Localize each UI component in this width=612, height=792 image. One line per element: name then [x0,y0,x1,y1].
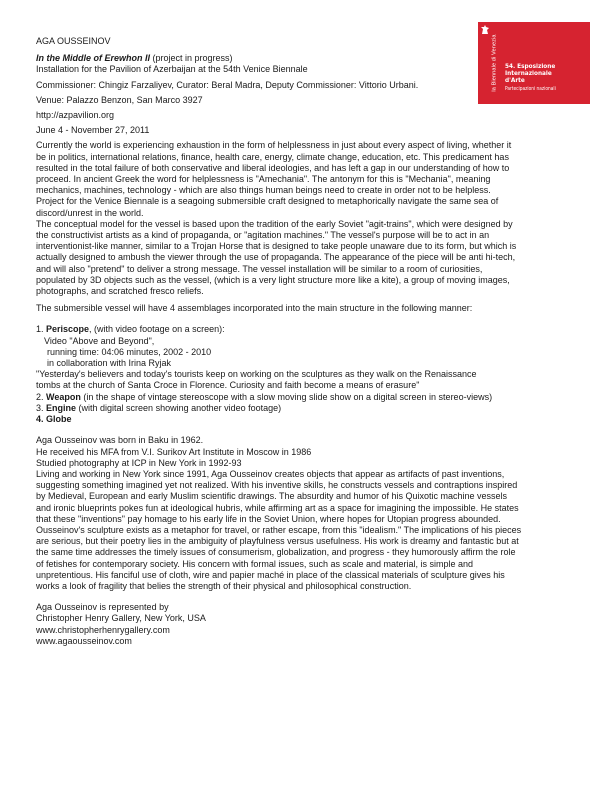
gallery-name: Christopher Henry Gallery, New York, USA [36,613,206,624]
intro-line: interventionist-like manner, similar to a Trojan Horse that is designed to take people unaware due to its form, but which is [36,241,517,252]
intro-line: proceed. In ancient Greek the word for helplessness is "Amechania". The antonym for this is "Mechania", meaning [36,174,491,185]
video-running-time: running time: 04:06 minutes, 2002 - 2010 [47,346,212,357]
intro-line: the constructivist artists as a kind of propaganda, or "agitation machines." The vessel's purpose will be to act in an [36,230,490,241]
video-quote-line: tombs at the church of Santa Croce in Florence. Curiosity and faith become a means of erasure" [36,380,420,391]
intro-line: The conceptual model for the vessel is based upon the tradition of the early Soviet "agit-trains", which were designed by [36,218,513,229]
assemblage-name: Engine [46,402,77,413]
intro-line: discord/unrest in the world. [36,207,144,218]
project-title-line [36,53,574,64]
video-quote-line: "Yesterday's believers and today's tourists keep on working on the sculptures as they walk on the Renaissance [36,369,477,380]
assemblage-item-weapon: 2. Weapon (in the shape of vintage stereoscope with a slow moving slide show on a digital screen in stereo-views) [36,391,493,402]
video-collaboration: in collaboration with Irina Ryjak [47,358,172,369]
gallery-url[interactable]: www.christopherhenrygallery.com [36,624,170,635]
venue-line: Venue: Palazzo Benzon, San Marco 3927 [36,94,203,105]
intro-line: actually designed to ambush the viewer through the use of propaganda. The appearance of the piece will be anti hi-tech, [36,252,516,263]
assemblage-name: Periscope [46,324,90,335]
document-body [36,36,574,647]
intro-line: be in politics, international relations, finance, health care, energy, climate change, education, etc. This predicament has [36,151,509,162]
bio-line: He received his MFA from V.I. Surikov Art Institute in Moscow in 1986 [36,446,312,457]
bio-line: Studied photography at ICP in New York in 1992-93 [36,457,242,468]
logo-line-2: Internazionale [505,69,552,78]
representation-block [36,602,574,647]
intro-line: resulted in the total failure of both conservative and liberal ideologies, and has left a gap in our understanding of how to [36,162,510,173]
url-line[interactable]: http://azpavilion.org [36,110,115,121]
artist-name: AGA OUSSEINOV [36,36,111,46]
intro-line: photographs, and scratched fresco reliefs. [36,286,204,297]
bio-line: by Medieval, European and early Muslim scientific drawings. The absurdity and humor of his Quixotic machine vessels [36,491,508,502]
credits-line: Commissioner: Chingiz Farzaliyev, Curator: Beral Madra, Deputy Commissioner: Vittorio Urbani. [36,79,419,90]
assemblage-item-periscope: 1. Periscope, (with video footage on a screen): [36,324,225,335]
logo-line-4: Partecipazioni nazionali [505,86,556,92]
bio-line: the same time addresses the timely issues of consumerism, globalization, and progress - they humorously affirm the role [36,547,516,558]
bio-line: and ironic blueprints pokes fun at ideological hubris, while affirming art as a space for imagining the impossible. He states [36,502,519,513]
project-title: In the Middle of Erewhon II [36,53,150,64]
intro-line: mechanics, machines, technology - which are also things human beings need to create in order not to be helpless. [36,185,491,196]
representation-line: Aga Ousseinov is represented by [36,602,169,613]
dates-line: June 4 - November 27, 2011 [36,125,150,136]
bio-line: of fetishes for contemporary society. His concern with formal issues, such as scale and material, is simple and [36,558,474,569]
project-status: (project in progress) [150,53,233,64]
intro-paragraph [36,140,574,297]
bio-line: unpretentious. His fanciful use of cloth, wire and papier maché in place of the classical materials of sculpture gives his [36,569,505,580]
logo-line-3: d'Arte [505,76,525,85]
assemblage-intro: The submersible vessel will have 4 assemblages incorporated into the main structure in the following manner: [36,303,473,314]
intro-line: Currently the world is experiencing exhaustion in the form of helplessness in just about every aspect of living, whether it [36,140,512,151]
assemblage-list [36,324,574,425]
assemblage-name: Globe [46,414,72,425]
assemblage-item-globe: 4. Globe [36,414,72,425]
intro-line: and will also "pretend" to deliver a strong message. The vessel installation will be similar to a room of curiosities, [36,263,483,274]
bio-line: works a look of fragility that belies the strength of their physical and philosophical construction. [36,580,412,591]
intro-line: populated by 3D objects such as the vessel, (which is a very light structure more like a kite), a group of moving images, [36,274,510,285]
bio-line: suggesting something imagined yet not realized. With his inventive skills, he constructs vessels and contraptions inspired [36,480,518,491]
assemblage-item-engine: 3. Engine (with digital screen showing another video footage) [36,402,282,413]
bio-line: that these "inventions" pay homage to his early life in the Soviet Union, where hopes for Utopian progress abounded. [36,513,501,524]
logo-line-1: 54. Esposizione [505,62,556,70]
installation-line: Installation for the Pavilion of Azerbaijan at the 54th Venice Biennale [36,64,308,75]
bio-line: Aga Ousseinov was born in Baku in 1962. [36,435,204,446]
assemblage-name: Weapon [46,391,81,402]
intro-line: Project for the Venice Biennale is a seagoing submersible craft designed to metaphorically navigate the same sea of [36,196,499,207]
winged-lion-icon [480,24,490,36]
bio-line: Ousseinov's sculpture exists as a metaphor for travel, or rather escape, from this "idealism." The implications of his pieces [36,524,522,535]
video-title: Video "Above and Beyond", [44,335,155,346]
logo-vertical-text: la Biennale di Venezia [492,34,498,92]
artist-url[interactable]: www.agaousseinov.com [36,635,132,646]
bio-paragraph [36,435,574,592]
bio-line: are serious, but their poetry lies in the ambiguity of playfulness versus usefulness. His work is dreamy and fantastic but at [36,536,519,547]
bio-line: Living and working in New York since 1991, Aga Ousseinov creates objects that appear as artifacts of past inventions, [36,468,505,479]
